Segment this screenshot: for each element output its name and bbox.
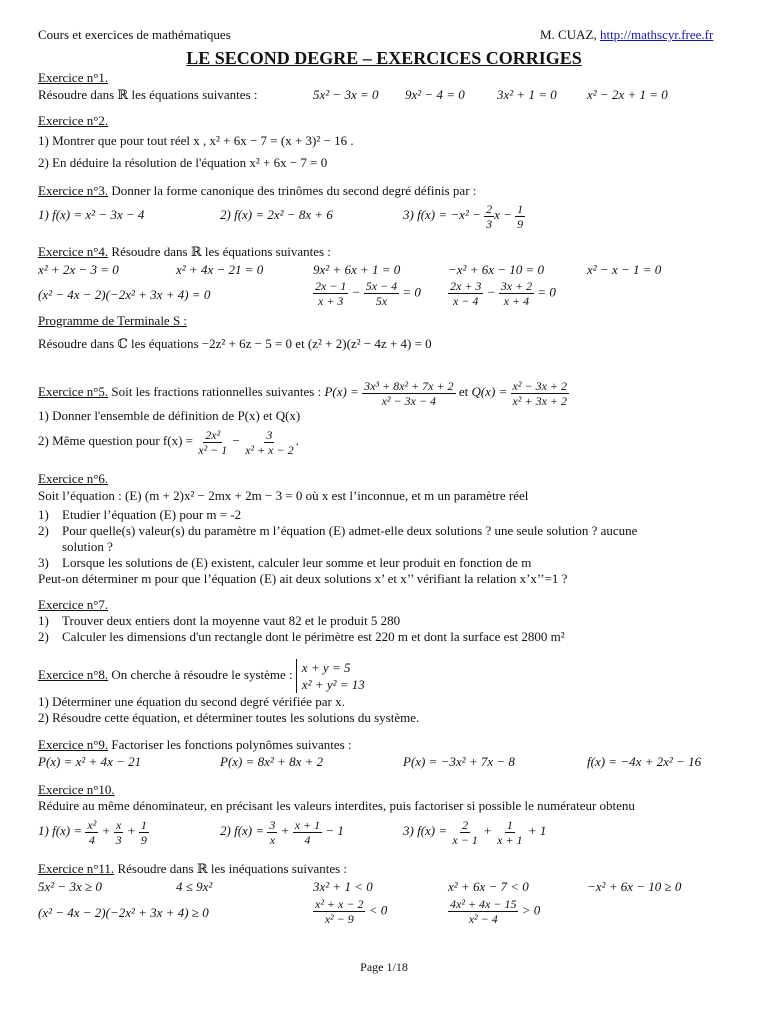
denominator: x + 4	[503, 294, 530, 308]
ex4-eq4: −x² + 6x − 10 = 0	[448, 262, 545, 277]
ex11-eq6: (x² − 4x − 2)(−2x² + 3x + 4) ≥ 0	[38, 905, 209, 920]
fraction: $\frac{x + 1}{4}$	[294, 817, 321, 847]
numerator: 2x + 3	[450, 279, 482, 293]
ex8-q1: 1) Déterminer une équation du second degré vérifiée par x.	[38, 694, 345, 709]
ex8-line	[38, 655, 365, 695]
fraction: $\frac{2}{3}$	[486, 201, 493, 231]
ex4-eq3: 9x² + 6x + 1 = 0	[313, 262, 401, 277]
ex4-eq5: x² − x − 1 = 0	[587, 262, 662, 277]
ex1-label: Exercice n°1.	[38, 70, 109, 85]
system-eq2: x² + y² = 13	[301, 677, 365, 693]
ex1-eq3: 3x² + 1 = 0	[497, 87, 557, 102]
ex3-label: Exercice n°3.	[38, 183, 109, 198]
ex3-f1: 1) f(x) = x² − 3x − 4	[38, 207, 145, 222]
f2-label: 2) f(x) =	[220, 823, 265, 838]
denominator: x² − 3x − 4	[381, 393, 437, 408]
denominator: x² − 4	[468, 912, 498, 926]
header-left: Cours et exercices de mathématiques	[38, 27, 231, 42]
ex8-text: On cherche à résoudre le système :	[108, 667, 293, 682]
ex9-eq4: f(x) = −4x + 2x² − 16	[587, 754, 702, 769]
ex4-line	[38, 244, 331, 259]
ex5-line	[38, 374, 569, 410]
ex2-label: Exercice n°2.	[38, 113, 109, 128]
fraction: $\frac{\text{x²}}{4}$	[87, 817, 97, 847]
ex1-eq2: 9x² − 4 = 0	[405, 87, 465, 102]
P-label: P(x) =	[324, 384, 359, 399]
ex11-label: Exercice n°11.	[38, 861, 115, 876]
ex5-text: Soit les fractions rationnelles suivantes :	[108, 384, 322, 399]
ex10-label: Exercice n°10.	[38, 782, 115, 797]
ex3-f2: 2) f(x) = 2x² − 8x + 6	[220, 207, 333, 222]
ex10-text: Réduire au même dénominateur, en précisant les valeurs interdites, puis factoriser si possible le numérateur obtenu	[38, 798, 635, 813]
fraction	[313, 279, 348, 308]
fraction	[364, 279, 399, 308]
ex3-line	[38, 183, 476, 198]
ex4-eq2: x² + 4x − 21 = 0	[176, 262, 264, 277]
ex11-eq4: x² + 6x − 7 < 0	[448, 879, 529, 894]
conjunction: et	[458, 384, 469, 399]
ex11-eq7	[313, 897, 387, 926]
Q-label: Q(x) =	[471, 384, 508, 399]
numerator: 2x²	[205, 427, 221, 442]
fraction: $\frac{1}{9}$	[517, 201, 524, 231]
inequality: < 0	[368, 902, 388, 918]
ex9-eq1: P(x) = x² + 4x − 21	[38, 754, 142, 769]
ex6-label: Exercice n°6.	[38, 471, 109, 486]
fraction	[448, 897, 518, 926]
ex11-eq3: 3x² + 1 < 0	[313, 879, 373, 894]
ex5-q1: 1) Donner l'ensemble de définition de P(x) et Q(x)	[38, 408, 301, 423]
numerator: 3	[266, 427, 273, 442]
item-text: Calculer les dimensions d'un rectangle dont le périmètre est 220 m et dont la surface est 2800 m²	[62, 629, 565, 644]
ex6-item1: 1) Etudier l’équation (E) pour m = -2	[38, 507, 242, 522]
ex3-f3-mid: x −	[494, 207, 512, 222]
ex11-eq1: 5x² − 3x ≥ 0	[38, 879, 102, 894]
fraction: $\frac{1}{9}$	[140, 817, 147, 847]
ex4-eq8: $\frac{2x + 3}{x - 4}$ − $\frac{3x + 2}{x + 4}$ = 0	[450, 279, 556, 308]
ex9-line	[38, 737, 352, 752]
ex5-label: Exercice n°5.	[38, 384, 109, 399]
ex1-eq1: 5x² − 3x = 0	[313, 87, 379, 102]
item-text: Etudier l’équation (E) pour m = -2	[62, 507, 242, 522]
ex9-eq2: P(x) = 8x² + 8x + 2	[220, 754, 324, 769]
ex11-eq8	[448, 897, 540, 926]
denominator: x² − 9	[324, 912, 354, 926]
fraction	[243, 428, 295, 457]
ex11-line	[38, 861, 347, 876]
ex1-eq4: x² − 2x + 1 = 0	[587, 87, 668, 102]
system-eq1: x + y = 5	[301, 660, 351, 676]
numerator: 2x − 1	[315, 279, 347, 293]
ex3-text: Donner la forme canonique des trinômes du second degré définis par :	[108, 183, 477, 198]
ex7-item1: 1) Trouver deux entiers dont la moyenne vaut 82 et le produit 5 280	[38, 613, 401, 628]
f1-label: 1) f(x) =	[38, 823, 83, 838]
terminale-label: Programme de Terminale S :	[38, 313, 188, 328]
ex9-text: Factoriser les fonctions polynômes suivantes :	[108, 737, 352, 752]
denominator: x² + x − 2	[245, 442, 294, 457]
ex8-label: Exercice n°8.	[38, 667, 109, 682]
numerator: 4x² + 4x − 15	[450, 897, 517, 911]
numerator: x² + x − 2	[315, 897, 364, 911]
ex9-label: Exercice n°9.	[38, 737, 109, 752]
ex6-item2b: solution ?	[62, 539, 113, 554]
fraction: $\frac{1}{x + 1}$	[497, 817, 523, 847]
inequality: > 0	[521, 902, 541, 918]
denominator: x² + 3x + 2	[512, 393, 567, 408]
terminale-text: Résoudre dans ℂ les équations −2z² + 6z − 5 = 0 et (z² + 2)(z² − 4z + 4) = 0	[38, 336, 432, 351]
ex4-label: Exercice n°4.	[38, 244, 109, 259]
f3-label: 3) f(x) =	[403, 823, 448, 838]
numerator: 5x − 4	[365, 279, 398, 293]
ex11-eq2: 4 ≤ 9x²	[176, 879, 213, 894]
fraction	[511, 379, 569, 408]
item-text: Lorsque les solutions de (E) existent, calculer leur somme et leur produit en fonction de m	[62, 555, 532, 570]
ex6-intro: Soit l’équation : (E) (m + 2)x² − 2mx + 2m − 3 = 0 où x est l’inconnue, et m un paramètre réel	[38, 488, 529, 503]
ex5-q2: 2) Même question pour f(x) =	[38, 433, 193, 448]
fraction	[313, 897, 365, 926]
ex4-eq1: x² + 2x − 3 = 0	[38, 262, 119, 277]
ex2-q2: 2) En déduire la résolution de l'équation x² + 6x − 7 = 0	[38, 155, 328, 170]
fraction	[362, 379, 455, 408]
item-text: Trouver deux entiers dont la moyenne vaut 82 et le produit 5 280	[62, 613, 401, 628]
ex4-eq6: (x² − 4x − 2)(−2x² + 3x + 4) = 0	[38, 287, 211, 302]
ex11-text: Résoudre dans ℝ les inéquations suivantes :	[114, 861, 348, 876]
ex9-eq3: P(x) = −3x² + 7x − 8	[403, 754, 515, 769]
equals-zero: = 0	[402, 284, 421, 300]
ex6-item3: 3) Lorsque les solutions de (E) existent, calculer leur somme et leur produit en fonction de m	[38, 555, 532, 570]
ex1-text: Résoudre dans ℝ les équations suivantes :	[38, 87, 258, 102]
fraction	[448, 279, 483, 308]
ex8-q2: 2) Résoudre cette équation, et déterminer toutes les solutions du système.	[38, 710, 420, 725]
ex10-f3: 3) f(x) = $\frac{2}{x - 1}$ + $\frac{1}{x + 1}$ + 1	[403, 817, 547, 847]
item-text: Pour quelle(s) valeur(s) du paramètre m l’équation (E) admet-elle deux solutions ? une seule solution ? aucune	[62, 523, 638, 538]
ex11-eq5: −x² + 6x − 10 ≥ 0	[587, 879, 682, 894]
header-right	[540, 27, 713, 42]
ex10-f2: 2) f(x) = $\frac{3}{x}$ + $\frac{x + 1}{4}$ − 1	[220, 817, 344, 847]
denominator: x² − 1	[198, 442, 228, 457]
site-link[interactable]: http://mathscyr.free.fr	[599, 27, 714, 42]
fraction	[196, 428, 229, 457]
fraction: $\frac{x}{3}$	[115, 817, 122, 847]
denominator: 5x	[375, 294, 388, 308]
ex10-f1: 1) f(x) = $\frac{\text{x²}}{4}$ + $\frac{x}{3}$ + $\frac{1}{9}$	[38, 817, 147, 847]
page-title: LE SECOND DEGRE – EXERCICES CORRIGES	[186, 48, 582, 68]
fraction: $\frac{2}{x - 1}$	[452, 817, 478, 847]
ex7-item2: 2) Calculer les dimensions d'un rectangle dont le périmètre est 220 m et dont la surface est 2800 m²	[38, 629, 565, 644]
denominator: x − 4	[453, 294, 479, 308]
ex6-item2: 2) Pour quelle(s) valeur(s) du paramètre m l’équation (E) admet-elle deux solutions ? une seule solution ? aucune	[38, 523, 638, 538]
ex3-f3-start: 3) f(x) = −x² −	[403, 207, 481, 222]
numerator: 3x³ + 8x² + 7x + 2	[364, 378, 454, 393]
ex4-eq7: $\frac{2x - 1}{x + 3}$ − $\frac{5x - 4}{5x}$ = 0	[315, 279, 421, 308]
ex2-q1: 1) Montrer que pour tout réel x , x² + 6x − 7 = (x + 3)² − 16 .	[38, 133, 354, 148]
ex3-f3	[403, 200, 525, 231]
denominator: x + 3	[318, 294, 344, 308]
ex5-q2-line: 2) Même question pour f(x) = $\frac{\text{2x²}}{\text{x² − 1}}$ − $\frac{3}{\text{x² + x − 2}}$ .	[38, 427, 299, 457]
author: M. CUAZ,	[540, 27, 600, 42]
system-brace	[296, 659, 365, 693]
ex6-last: Peut-on déterminer m pour que l’équation (E) ait deux solutions x’ et x’’ vérifiant la relation x’x’’=1 ?	[38, 571, 568, 586]
page-number: Page 1/18	[360, 960, 408, 974]
numerator: 3x + 2	[500, 279, 533, 293]
fraction	[499, 279, 534, 308]
equals-zero: = 0	[537, 284, 556, 300]
numerator: x² − 3x + 2	[512, 378, 567, 393]
fraction: $\frac{3}{x}$	[269, 817, 276, 847]
ex7-label: Exercice n°7.	[38, 597, 109, 612]
ex4-text: Résoudre dans ℝ les équations suivantes :	[108, 244, 331, 259]
